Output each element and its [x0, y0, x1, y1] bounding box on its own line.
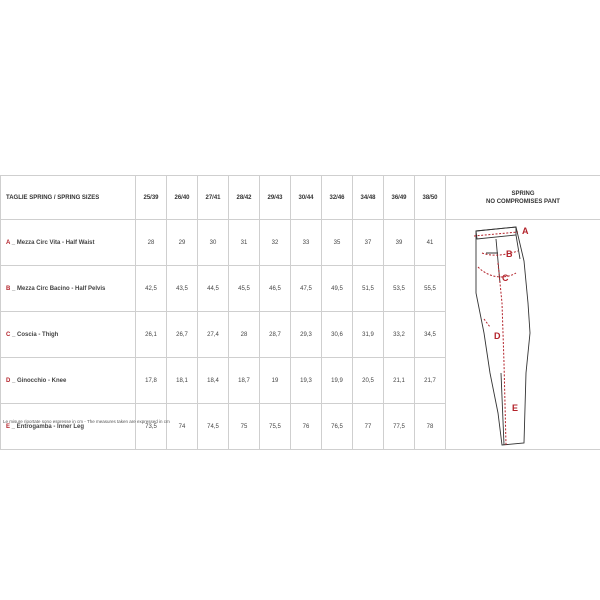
row-label-text: _ Mezza Circ Bacino - Half Pelvis — [10, 285, 106, 292]
table-cell: 75 — [229, 404, 260, 450]
table-cell: 20,5 — [353, 358, 384, 404]
measure-line-d — [484, 319, 490, 327]
product-title-line2: NO COMPROMISES PANT — [486, 198, 560, 205]
table-cell: 39 — [384, 220, 415, 266]
table-cell: 26,7 — [167, 312, 198, 358]
table-cell: 17,8 — [136, 358, 167, 404]
size-header: 36/49 — [384, 176, 415, 220]
table-cell: 76,5 — [322, 404, 353, 450]
table-cell: 19,9 — [322, 358, 353, 404]
diagram-label-a: A — [522, 225, 529, 236]
table-cell: 18,1 — [167, 358, 198, 404]
table-cell: 33 — [291, 220, 322, 266]
size-header: 27/41 — [198, 176, 229, 220]
table-cell: 28 — [136, 220, 167, 266]
table-cell: 26,1 — [136, 312, 167, 358]
table-cell: 45,5 — [229, 266, 260, 312]
row-letter: B — [6, 285, 11, 292]
diagram-label-b: B — [506, 248, 513, 259]
size-table — [0, 175, 600, 450]
row-letter: D — [6, 377, 11, 384]
size-chart-sheet — [0, 175, 600, 450]
table-cell: 49,5 — [322, 266, 353, 312]
table-cell: 42,5 — [136, 266, 167, 312]
row-label-text: _ Coscia - Thigh — [10, 331, 59, 338]
table-cell: 75,5 — [260, 404, 291, 450]
table-cell: 55,5 — [415, 266, 446, 312]
table-cell: 31 — [229, 220, 260, 266]
row-letter: C — [6, 331, 11, 338]
table-cell: 34,5 — [415, 312, 446, 358]
table-cell: 30,6 — [322, 312, 353, 358]
table-cell: 37 — [353, 220, 384, 266]
table-cell: 51,5 — [353, 266, 384, 312]
table-cell: 18,4 — [198, 358, 229, 404]
table-cell: 33,2 — [384, 312, 415, 358]
row-label — [1, 358, 136, 404]
pant-diagram — [446, 223, 584, 447]
table-cell: 27,4 — [198, 312, 229, 358]
table-cell: 74,5 — [198, 404, 229, 450]
size-header: 32/46 — [322, 176, 353, 220]
row-label-text: _ Ginocchio - Knee — [10, 377, 67, 384]
size-header: 34/48 — [353, 176, 384, 220]
table-cell: 31,9 — [353, 312, 384, 358]
table-row — [1, 220, 600, 266]
table-cell: 21,1 — [384, 358, 415, 404]
table-cell: 78 — [415, 404, 446, 450]
row-label — [1, 312, 136, 358]
size-header: 38/50 — [415, 176, 446, 220]
footnote: Le misure riportate sono espresse in cm - The measures taken are expressed in cm — [3, 419, 170, 424]
row-letter: E — [6, 423, 11, 430]
diagram-label-c: C — [502, 272, 509, 283]
table-cell: 35 — [322, 220, 353, 266]
table-cell: 21,7 — [415, 358, 446, 404]
table-cell: 29 — [167, 220, 198, 266]
table-cell: 47,5 — [291, 266, 322, 312]
pant-diagram-cell — [446, 220, 600, 450]
diagram-label-e: E — [512, 402, 519, 413]
table-cell: 44,5 — [198, 266, 229, 312]
size-header: 29/43 — [260, 176, 291, 220]
header-label: TAGLIE SPRING / SPRING SIZES — [1, 176, 136, 220]
table-cell: 77,5 — [384, 404, 415, 450]
measure-line-c — [478, 267, 516, 277]
row-label — [1, 404, 136, 450]
table-cell: 41 — [415, 220, 446, 266]
diagram-label-d: D — [494, 330, 501, 341]
size-header: 28/42 — [229, 176, 260, 220]
table-cell: 77 — [353, 404, 384, 450]
row-label-text: _ Entrogamba - Inner Leg — [10, 423, 85, 430]
table-cell: 32 — [260, 220, 291, 266]
product-title — [446, 176, 600, 220]
size-header: 26/40 — [167, 176, 198, 220]
table-cell: 30 — [198, 220, 229, 266]
row-label — [1, 220, 136, 266]
measure-line-inseam — [498, 263, 506, 445]
table-cell: 28,7 — [260, 312, 291, 358]
table-cell: 73,5 — [136, 404, 167, 450]
table-cell: 29,3 — [291, 312, 322, 358]
table-cell: 19 — [260, 358, 291, 404]
header-row — [1, 176, 600, 220]
size-header: 30/44 — [291, 176, 322, 220]
table-cell: 46,5 — [260, 266, 291, 312]
table-cell: 28 — [229, 312, 260, 358]
table-cell: 53,5 — [384, 266, 415, 312]
table-cell: 18,7 — [229, 358, 260, 404]
size-header: 25/39 — [136, 176, 167, 220]
row-letter: A — [6, 239, 11, 246]
product-title-line1: SPRING — [511, 190, 535, 197]
table-cell: 19,3 — [291, 358, 322, 404]
row-label-text: _ Mezza Circ Vita - Half Waist — [10, 239, 95, 246]
table-cell: 76 — [291, 404, 322, 450]
row-label — [1, 266, 136, 312]
table-cell: 43,5 — [167, 266, 198, 312]
table-cell: 74 — [167, 404, 198, 450]
